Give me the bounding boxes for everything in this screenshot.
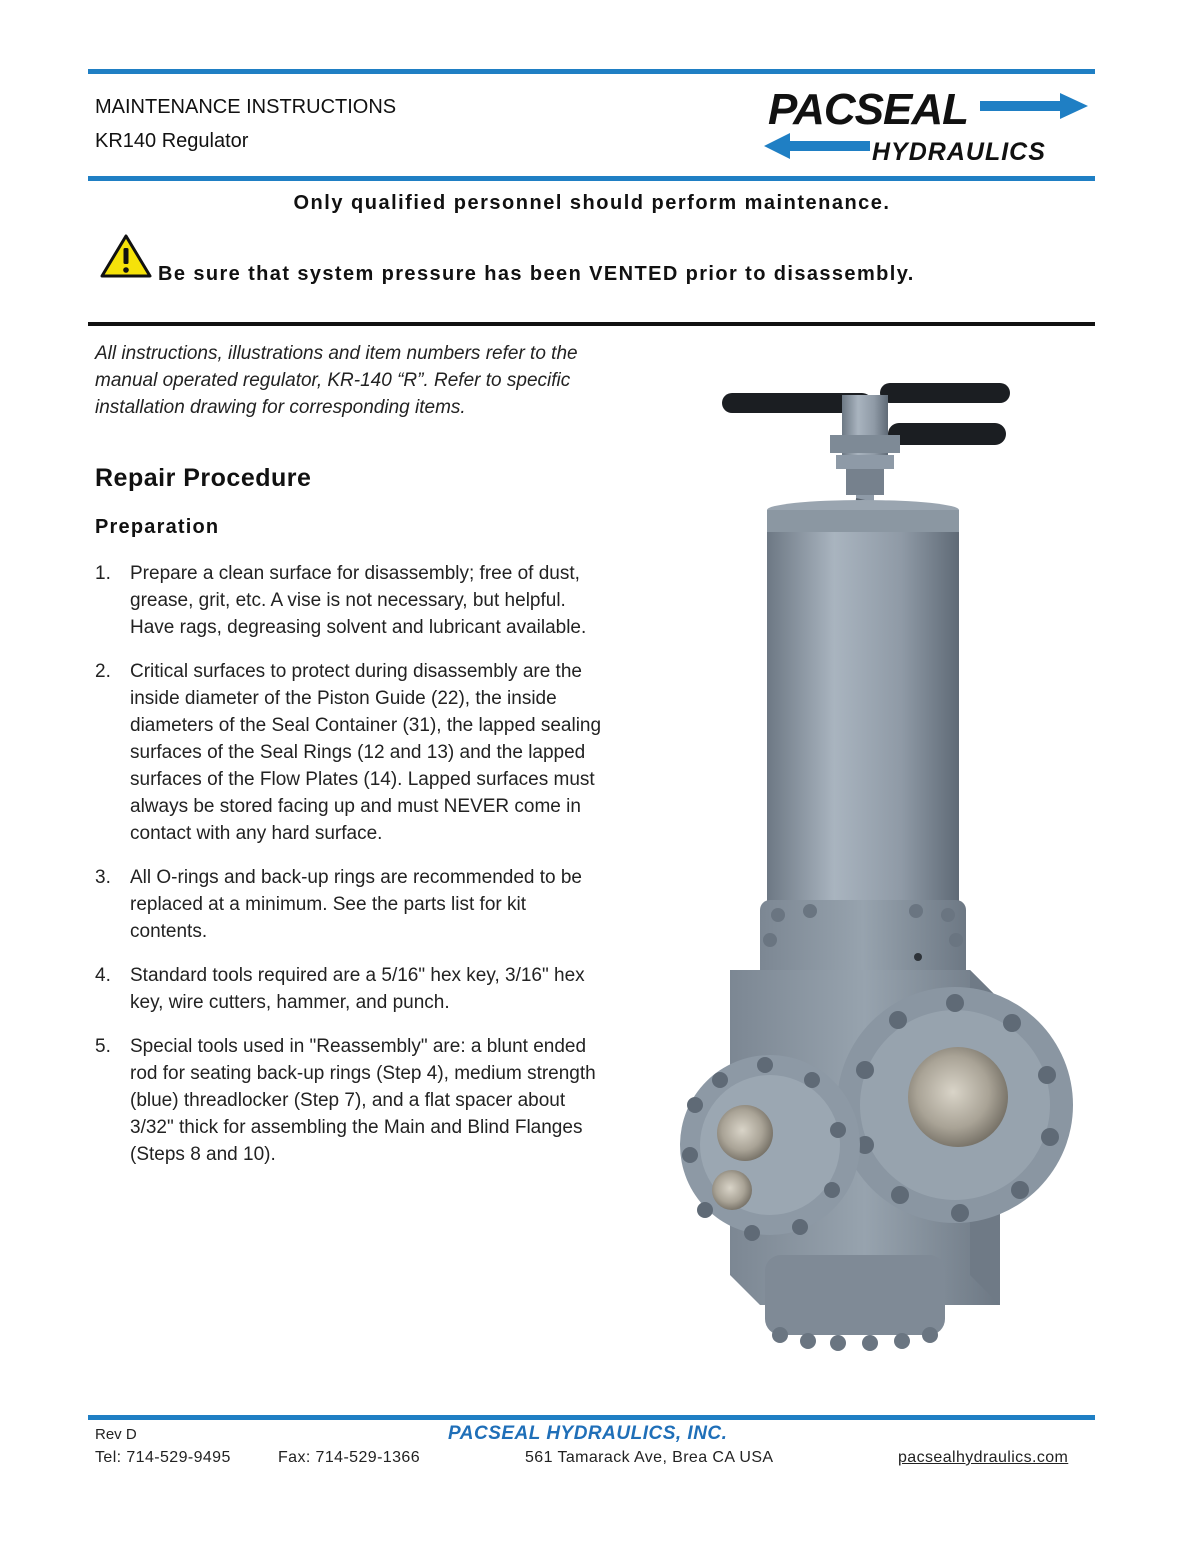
revision: Rev D — [95, 1426, 137, 1443]
inlet-port — [717, 1105, 773, 1161]
company-name: PACSEAL HYDRAULICS, INC. — [448, 1423, 728, 1444]
section-divider — [88, 322, 1095, 326]
website-link[interactable]: pacsealhydraulics.com — [898, 1449, 1069, 1466]
document-subtitle: KR140 Regulator — [95, 130, 249, 152]
footer-rule — [88, 1415, 1095, 1420]
list-item — [95, 864, 605, 945]
list-item — [95, 658, 605, 847]
step-text: Standard tools required are a 5/16" hex key, 3/16" hex key, wire cutters, hammer, and punch. — [130, 965, 585, 1013]
step-text: Critical surfaces to protect during disassembly are the inside diameter of the Piston Guide (22), the inside diameters of the Seal Container (31), the lapped sealing surfaces of the Seal Rings (12 and 13) and the lapped surfaces of the Flow Plates (14). Lapped surfaces must always be stored facing up and must NEVER come in contact with any hard surface. — [130, 661, 602, 844]
upper-handle-right — [880, 383, 1010, 403]
section-heading: Repair Procedure — [95, 464, 312, 492]
header-top-rule — [88, 69, 1095, 74]
step-number: 1. — [95, 563, 111, 584]
document-title: MAINTENANCE INSTRUCTIONS — [95, 96, 397, 118]
bottom-flange — [765, 1255, 945, 1335]
address: 561 Tamarack Ave, Brea CA USA — [525, 1449, 774, 1466]
outlet-port — [908, 1047, 1008, 1147]
step-number: 3. — [95, 867, 111, 888]
arrow-left-icon — [764, 133, 870, 159]
gauge-port — [712, 1170, 752, 1210]
subsection-heading: Preparation — [95, 516, 220, 538]
arrow-right-icon — [980, 93, 1088, 119]
qualified-personnel-warning: Only qualified personnel should perform maintenance. — [293, 192, 891, 214]
pacseal-logo — [760, 82, 1090, 166]
intro-paragraph: All instructions, illustrations and item numbers refer to the manual operated regulator, KR-140 “R”. Refer to specific installation drawing for corresponding items. — [95, 343, 578, 418]
regulator-photo — [660, 375, 1080, 1385]
header-bottom-rule — [88, 176, 1095, 181]
hub-nut — [830, 435, 900, 453]
step-number: 2. — [95, 661, 111, 682]
step-number: 5. — [95, 1036, 111, 1057]
list-item — [95, 560, 605, 641]
logo-word-pacseal: PACSEAL — [768, 85, 968, 134]
preparation-steps — [95, 560, 605, 1185]
logo-word-hydraulics: HYDRAULICS — [872, 138, 1046, 166]
fax-number: Fax: 714-529-1366 — [278, 1449, 421, 1466]
warning-triangle-icon — [99, 233, 153, 279]
step-number: 4. — [95, 965, 111, 986]
lower-handle — [888, 423, 1006, 445]
step-text: Special tools used in "Reassembly" are: a blunt ended rod for seating back-up rings (Step 4), medium strength (blue) threadlocker (Step 7), and a flat spacer about 3/32" thick for assembling the Main and Blind Flanges (Steps 8 and 10). — [130, 1036, 596, 1165]
phone-number: Tel: 714-529-9495 — [95, 1449, 231, 1466]
vent-pressure-warning: Be sure that system pressure has been VENTED prior to disassembly. — [158, 263, 915, 285]
step-text: Prepare a clean surface for disassembly; free of dust, grease, grit, etc. A vise is not necessary, but helpful. Have rags, degreasing solvent and lubricant available. — [130, 563, 587, 638]
step-text: All O-rings and back-up rings are recommended to be replaced at a minimum. See the parts list for kit contents. — [130, 867, 583, 942]
list-item — [95, 1033, 605, 1168]
spring-housing — [767, 510, 959, 915]
list-item — [95, 962, 605, 1016]
